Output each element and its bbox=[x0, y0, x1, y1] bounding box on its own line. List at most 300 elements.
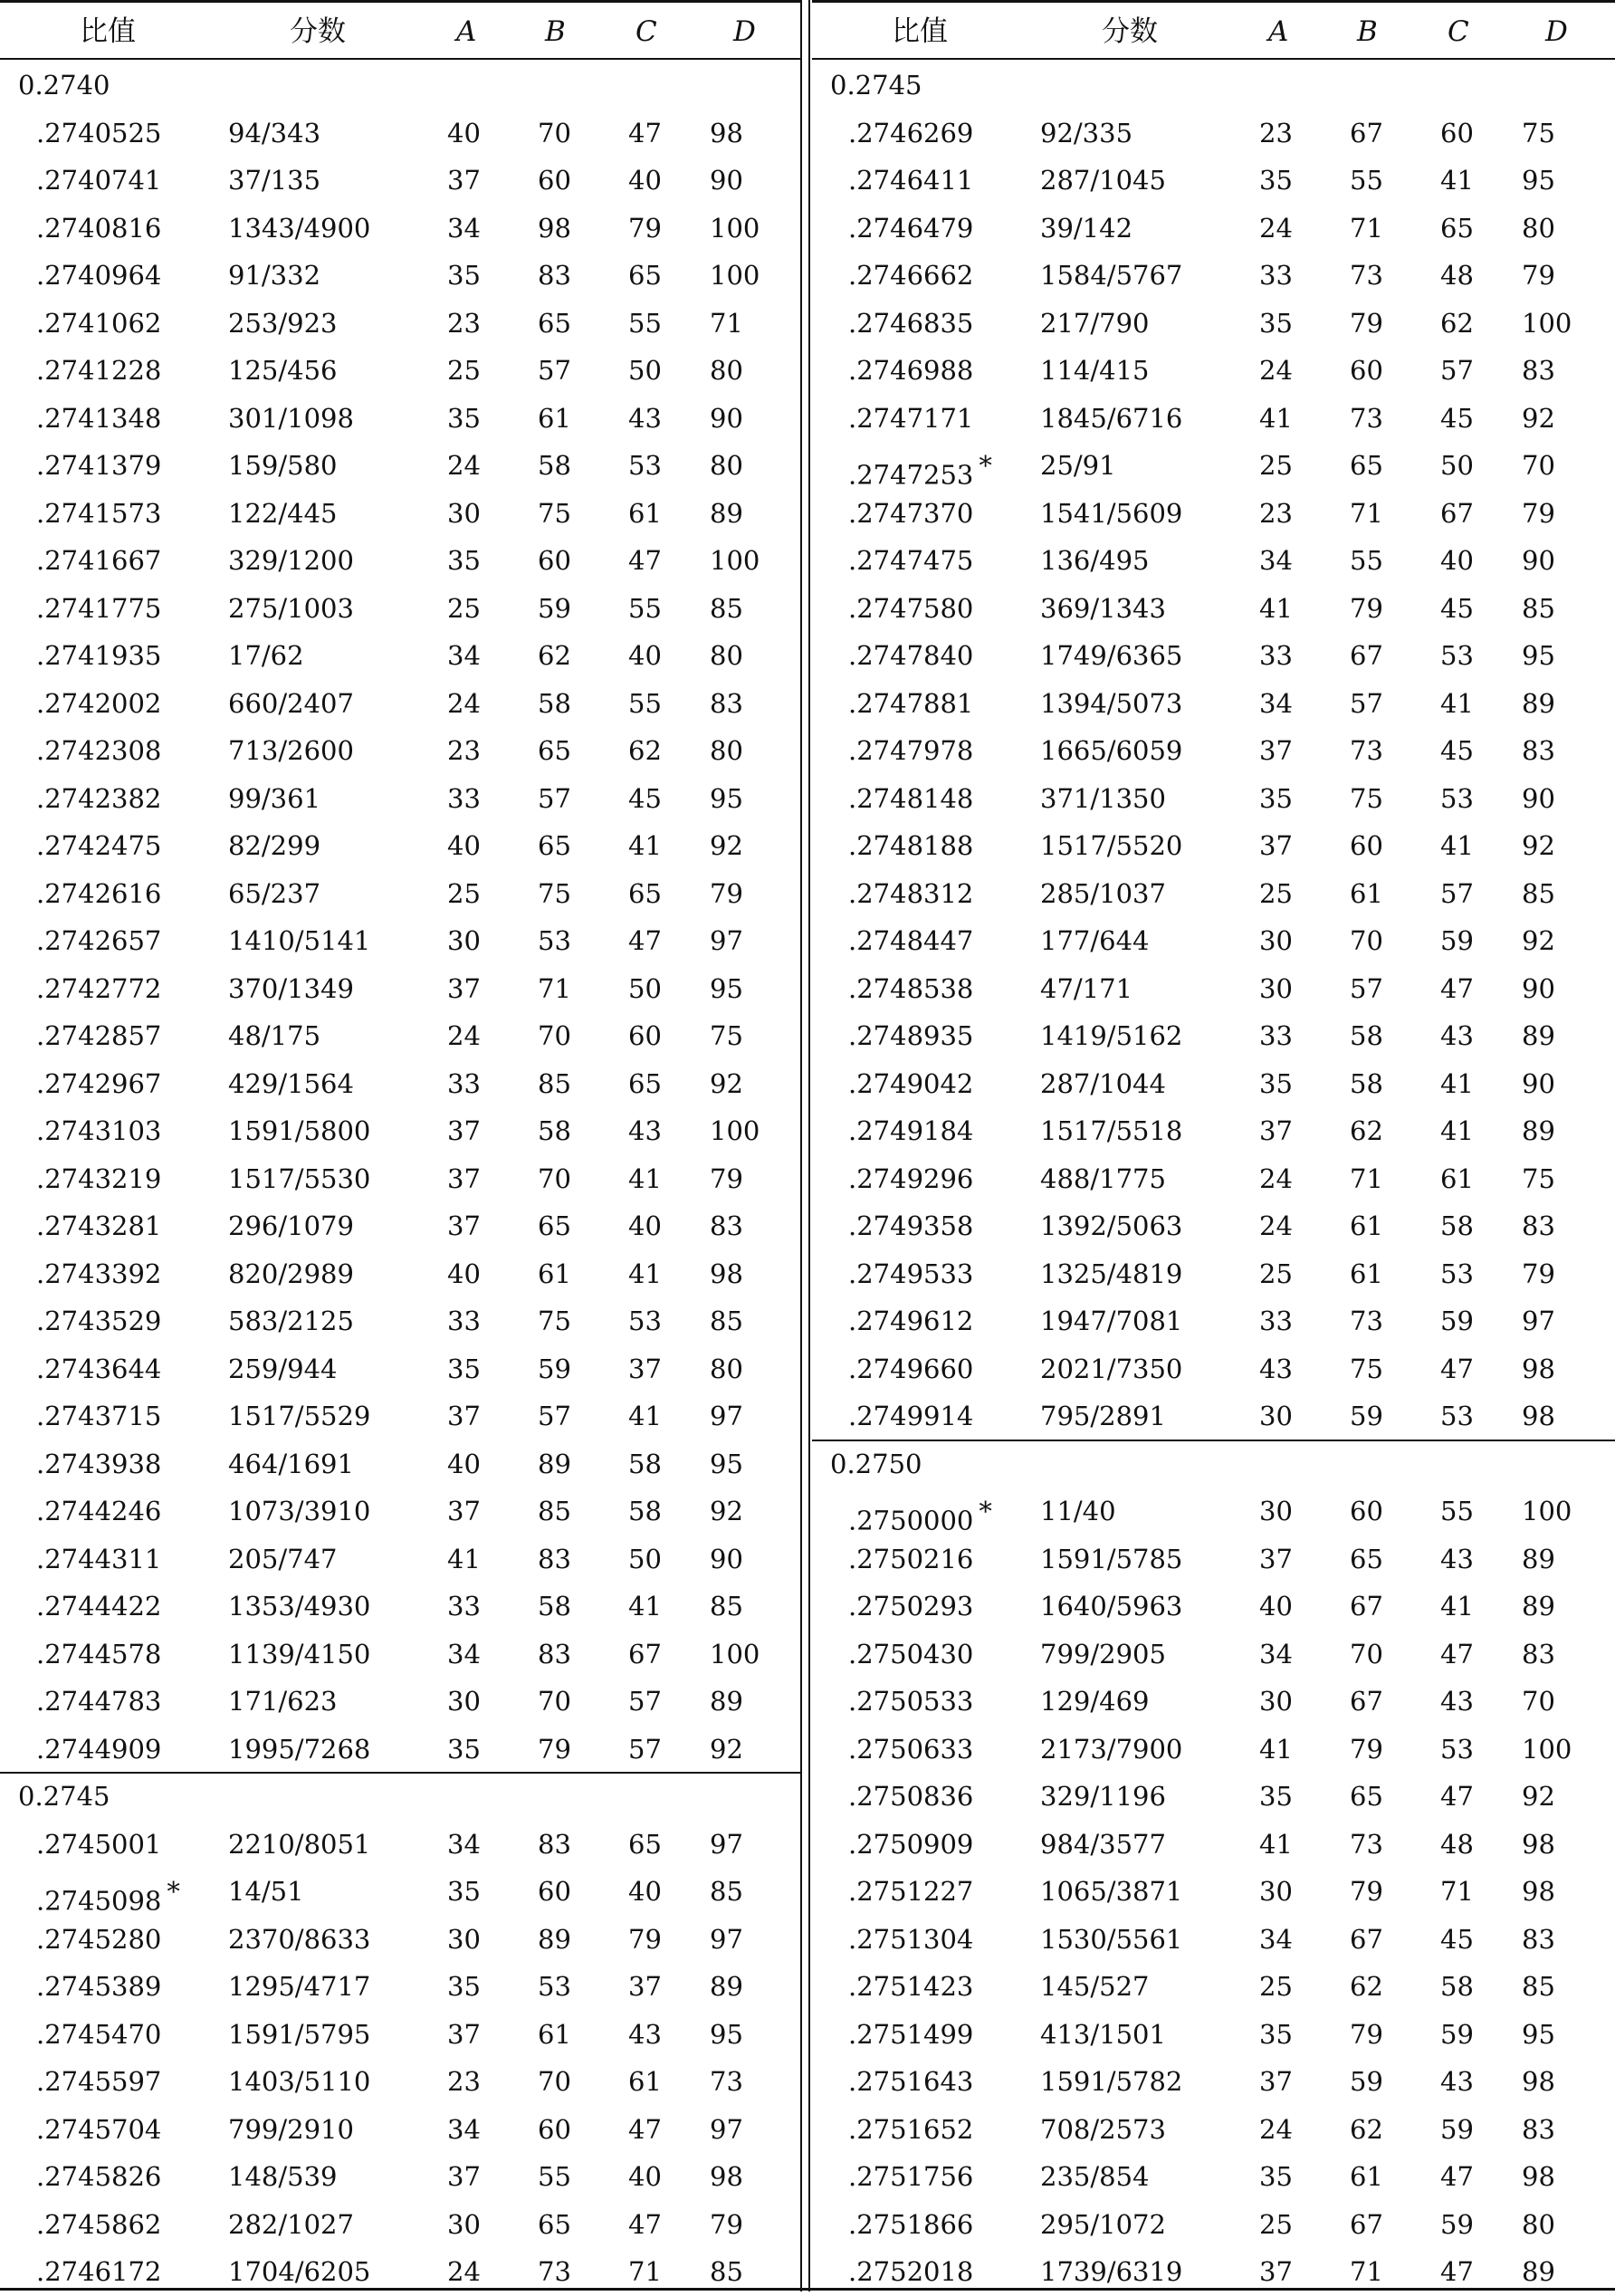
cell-ratio: .2741062 bbox=[36, 307, 162, 339]
cell-fraction: 1517/5529 bbox=[228, 1401, 371, 1431]
cell-d: 90 bbox=[1522, 782, 1555, 814]
cell-ratio: .2742382 bbox=[36, 782, 162, 814]
table-row bbox=[812, 1773, 1615, 1821]
cell-d: 80 bbox=[710, 735, 743, 766]
cell-ratio: .2743219 bbox=[36, 1162, 162, 1194]
cell-b: 89 bbox=[538, 1923, 571, 1955]
cell-d: 80 bbox=[1522, 212, 1555, 244]
cell-a: 35 bbox=[1259, 1067, 1293, 1099]
cell-d: 98 bbox=[1522, 1876, 1555, 1907]
cell-ratio: .2751499 bbox=[848, 2018, 974, 2050]
cell-ratio: .2741379 bbox=[36, 450, 162, 481]
cell-a: 40 bbox=[1259, 1591, 1293, 1622]
cell-d: 85 bbox=[710, 2256, 743, 2287]
cell-ratio: .2747171 bbox=[848, 402, 974, 434]
cell-d: 80 bbox=[710, 450, 743, 481]
cell-c: 58 bbox=[1440, 1210, 1474, 1241]
cell-fraction: 171/623 bbox=[228, 1686, 338, 1717]
cell-d: 98 bbox=[1522, 1401, 1555, 1431]
table-row bbox=[812, 1345, 1615, 1393]
cell-fraction: 1517/5520 bbox=[1040, 830, 1183, 861]
cell-b: 60 bbox=[538, 1876, 571, 1907]
column-divider-outer bbox=[800, 0, 802, 2291]
cell-c: 41 bbox=[628, 830, 662, 861]
cell-b: 57 bbox=[538, 1401, 571, 1431]
cell-d: 98 bbox=[1522, 2066, 1555, 2097]
cell-ratio: .2750216 bbox=[848, 1543, 974, 1574]
cell-b: 67 bbox=[1350, 1686, 1383, 1717]
cell-fraction: 282/1027 bbox=[228, 2208, 354, 2240]
cell-fraction: 48/175 bbox=[228, 1020, 321, 1051]
cell-b: 83 bbox=[538, 1543, 571, 1574]
cell-d: 79 bbox=[710, 2208, 743, 2240]
cell-fraction: 1749/6365 bbox=[1040, 640, 1183, 671]
cell-c: 59 bbox=[1440, 2018, 1474, 2050]
cell-d: 98 bbox=[710, 1258, 743, 1289]
cell-d: 89 bbox=[1522, 2256, 1555, 2287]
header-c: C bbox=[1448, 15, 1469, 48]
cell-b: 79 bbox=[1350, 1733, 1383, 1765]
cell-a: 34 bbox=[447, 2113, 481, 2145]
cell-b: 67 bbox=[1350, 1923, 1383, 1955]
table-row bbox=[812, 395, 1615, 443]
recommended-marker: * bbox=[979, 450, 992, 481]
cell-fraction: 235/854 bbox=[1040, 2161, 1150, 2192]
cell-fraction: 1530/5561 bbox=[1040, 1923, 1183, 1955]
table-row bbox=[812, 775, 1615, 823]
cell-a: 35 bbox=[447, 1353, 481, 1384]
cell-d: 92 bbox=[710, 830, 743, 861]
table-row bbox=[812, 442, 1615, 490]
table-row bbox=[812, 1392, 1615, 1440]
cell-ratio: .2746411 bbox=[848, 165, 974, 196]
cell-a: 40 bbox=[447, 830, 481, 861]
cell-b: 73 bbox=[1350, 260, 1383, 291]
cell-fraction: 799/2905 bbox=[1040, 1638, 1166, 1669]
cell-c: 43 bbox=[1440, 2066, 1474, 2097]
cell-a: 24 bbox=[447, 1020, 481, 1051]
cell-c: 61 bbox=[1440, 1162, 1474, 1194]
cell-fraction: 205/747 bbox=[228, 1543, 338, 1574]
cell-b: 67 bbox=[1350, 2208, 1383, 2240]
cell-d: 89 bbox=[1522, 1543, 1555, 1574]
cell-a: 23 bbox=[447, 2066, 481, 2097]
cell-b: 71 bbox=[538, 972, 571, 1004]
cell-a: 25 bbox=[1259, 2208, 1293, 2240]
cell-a: 30 bbox=[1259, 1686, 1293, 1717]
cell-c: 47 bbox=[1440, 2161, 1474, 2192]
cell-d: 92 bbox=[1522, 830, 1555, 861]
table-row bbox=[812, 1107, 1615, 1155]
cell-ratio: .2748148 bbox=[848, 782, 974, 814]
cell-d: 79 bbox=[1522, 497, 1555, 529]
cell-d: 98 bbox=[710, 117, 743, 148]
table-row bbox=[0, 1916, 800, 1964]
cell-a: 37 bbox=[447, 1115, 481, 1146]
cell-b: 55 bbox=[538, 2161, 571, 2192]
cell-ratio: .2748538 bbox=[848, 972, 974, 1004]
group-label-text: 0.2740 bbox=[18, 70, 110, 100]
cell-ratio: .2744422 bbox=[36, 1591, 162, 1622]
cell-c: 45 bbox=[1440, 1923, 1474, 1955]
header-c: C bbox=[635, 15, 657, 48]
cell-ratio: .2751643 bbox=[848, 2066, 974, 2097]
cell-a: 33 bbox=[1259, 260, 1293, 291]
cell-ratio: .2746835 bbox=[848, 307, 974, 339]
cell-a: 37 bbox=[1259, 1543, 1293, 1574]
cell-d: 89 bbox=[1522, 1591, 1555, 1622]
cell-d: 90 bbox=[1522, 972, 1555, 1004]
cell-a: 24 bbox=[1259, 355, 1293, 386]
group-label bbox=[812, 1440, 1615, 1488]
cell-fraction: 371/1350 bbox=[1040, 782, 1166, 814]
cell-fraction: 1073/3910 bbox=[228, 1496, 371, 1526]
cell-a: 24 bbox=[447, 687, 481, 719]
cell-fraction: 11/40 bbox=[1040, 1496, 1116, 1526]
cell-c: 47 bbox=[1440, 1638, 1474, 1669]
cell-b: 57 bbox=[1350, 972, 1383, 1004]
cell-b: 61 bbox=[1350, 2161, 1383, 2192]
cell-d: 97 bbox=[710, 1401, 743, 1431]
cell-c: 58 bbox=[1440, 1971, 1474, 2002]
table-row bbox=[812, 1488, 1615, 1535]
cell-b: 61 bbox=[538, 402, 571, 434]
cell-ratio: .2740816 bbox=[36, 212, 162, 244]
cell-c: 79 bbox=[628, 212, 662, 244]
table-row bbox=[0, 1345, 800, 1393]
cell-fraction: 1640/5963 bbox=[1040, 1591, 1183, 1622]
cell-a: 35 bbox=[447, 1733, 481, 1765]
header-d: D bbox=[733, 15, 756, 48]
cell-b: 58 bbox=[1350, 1067, 1383, 1099]
cell-a: 24 bbox=[1259, 2113, 1293, 2145]
cell-b: 79 bbox=[1350, 307, 1383, 339]
cell-fraction: 1665/6059 bbox=[1040, 735, 1183, 766]
cell-b: 65 bbox=[538, 1210, 571, 1241]
cell-b: 75 bbox=[538, 1306, 571, 1336]
cell-fraction: 429/1564 bbox=[228, 1067, 354, 1099]
table-row bbox=[812, 1155, 1615, 1203]
table-row bbox=[0, 1012, 800, 1060]
cell-ratio: .2752018 bbox=[848, 2256, 974, 2287]
cell-fraction: 820/2989 bbox=[228, 1258, 354, 1289]
cell-ratio: .2741348 bbox=[36, 402, 162, 434]
cell-ratio: .2751652 bbox=[848, 2113, 974, 2145]
cell-fraction: 2173/7900 bbox=[1040, 1733, 1183, 1765]
table-row bbox=[0, 2106, 800, 2154]
cell-a: 35 bbox=[447, 545, 481, 576]
group-label-text: 0.2745 bbox=[18, 1781, 110, 1812]
cell-a: 33 bbox=[447, 782, 481, 814]
table-row bbox=[0, 442, 800, 490]
cell-ratio: .2746988 bbox=[848, 355, 974, 386]
cell-b: 59 bbox=[1350, 2066, 1383, 2097]
table-row bbox=[0, 2201, 800, 2249]
cell-b: 65 bbox=[1350, 450, 1383, 481]
cell-ratio: .2743103 bbox=[36, 1115, 162, 1146]
cell-ratio: .2751423 bbox=[848, 1971, 974, 2002]
table-row bbox=[0, 1678, 800, 1726]
cell-fraction: 799/2910 bbox=[228, 2113, 354, 2145]
cell-a: 30 bbox=[1259, 972, 1293, 1004]
cell-c: 65 bbox=[628, 260, 662, 291]
group-label bbox=[812, 62, 1615, 110]
cell-b: 67 bbox=[1350, 117, 1383, 148]
cell-a: 30 bbox=[1259, 1876, 1293, 1907]
cell-b: 70 bbox=[538, 1162, 571, 1194]
cell-d: 98 bbox=[1522, 2161, 1555, 2192]
cell-d: 90 bbox=[710, 402, 743, 434]
cell-b: 71 bbox=[1350, 212, 1383, 244]
cell-b: 65 bbox=[538, 830, 571, 861]
cell-c: 59 bbox=[1440, 925, 1474, 956]
cell-d: 95 bbox=[710, 2018, 743, 2050]
cell-fraction: 2210/8051 bbox=[228, 1828, 371, 1860]
cell-b: 71 bbox=[1350, 2256, 1383, 2287]
cell-a: 37 bbox=[447, 1162, 481, 1194]
cell-fraction: 122/445 bbox=[228, 497, 338, 529]
cell-c: 50 bbox=[628, 1543, 662, 1574]
cell-d: 98 bbox=[710, 2161, 743, 2192]
table-row bbox=[812, 157, 1615, 205]
table-row bbox=[0, 680, 800, 728]
cell-fraction: 296/1079 bbox=[228, 1210, 354, 1241]
table-row bbox=[0, 110, 800, 158]
cell-d: 85 bbox=[1522, 877, 1555, 909]
cell-b: 79 bbox=[1350, 2018, 1383, 2050]
cell-a: 34 bbox=[447, 640, 481, 671]
cell-c: 67 bbox=[1440, 497, 1474, 529]
cell-ratio: .2745862 bbox=[36, 2208, 162, 2240]
cell-ratio: .2747580 bbox=[848, 592, 974, 624]
table-row bbox=[0, 1726, 800, 1774]
cell-d: 89 bbox=[710, 497, 743, 529]
cell-c: 61 bbox=[628, 2066, 662, 2097]
cell-a: 40 bbox=[447, 1448, 481, 1479]
cell-fraction: 488/1775 bbox=[1040, 1162, 1166, 1194]
cell-fraction: 47/171 bbox=[1040, 972, 1133, 1004]
cell-a: 25 bbox=[1259, 877, 1293, 909]
cell-d: 89 bbox=[710, 1686, 743, 1717]
cell-d: 79 bbox=[710, 877, 743, 909]
cell-a: 33 bbox=[447, 1306, 481, 1336]
cell-ratio: .2742616 bbox=[36, 877, 162, 909]
cell-fraction: 125/456 bbox=[228, 355, 338, 386]
cell-c: 37 bbox=[628, 1353, 662, 1384]
cell-c: 47 bbox=[1440, 1353, 1474, 1384]
cell-a: 24 bbox=[447, 2256, 481, 2287]
table-row bbox=[0, 205, 800, 253]
table-row bbox=[0, 157, 800, 205]
cell-b: 65 bbox=[538, 307, 571, 339]
cell-ratio: .2744783 bbox=[36, 1686, 162, 1717]
cell-d: 79 bbox=[1522, 260, 1555, 291]
cell-c: 45 bbox=[628, 782, 662, 814]
cell-d: 75 bbox=[1522, 1162, 1555, 1194]
cell-fraction: 14/51 bbox=[228, 1876, 304, 1907]
table-row bbox=[0, 632, 800, 680]
cell-b: 73 bbox=[1350, 1828, 1383, 1860]
cell-ratio: .2749914 bbox=[848, 1401, 974, 1431]
cell-ratio: .2747370 bbox=[848, 497, 974, 529]
cell-a: 30 bbox=[447, 497, 481, 529]
cell-fraction: 984/3577 bbox=[1040, 1828, 1166, 1860]
cell-c: 59 bbox=[1440, 1306, 1474, 1336]
cell-d: 80 bbox=[710, 355, 743, 386]
cell-b: 71 bbox=[1350, 497, 1383, 529]
cell-b: 55 bbox=[1350, 545, 1383, 576]
table-row bbox=[0, 2011, 800, 2059]
cell-d: 83 bbox=[1522, 1638, 1555, 1669]
cell-fraction: 1947/7081 bbox=[1040, 1306, 1183, 1336]
cell-b: 79 bbox=[1350, 592, 1383, 624]
header-b: B bbox=[1357, 15, 1378, 48]
table-row bbox=[812, 727, 1615, 775]
cell-ratio: .2750000 * bbox=[848, 1496, 992, 1536]
cell-c: 43 bbox=[628, 402, 662, 434]
cell-c: 41 bbox=[1440, 1591, 1474, 1622]
cell-d: 83 bbox=[1522, 1210, 1555, 1241]
cell-a: 33 bbox=[1259, 1306, 1293, 1336]
table-row bbox=[812, 632, 1615, 680]
cell-fraction: 217/790 bbox=[1040, 307, 1150, 339]
table-row bbox=[0, 300, 800, 348]
cell-fraction: 795/2891 bbox=[1040, 1401, 1166, 1431]
cell-ratio: .2741935 bbox=[36, 640, 162, 671]
table-row bbox=[0, 1535, 800, 1583]
cell-c: 53 bbox=[1440, 1733, 1474, 1765]
cell-b: 79 bbox=[1350, 1876, 1383, 1907]
cell-fraction: 1325/4819 bbox=[1040, 1258, 1183, 1289]
cell-d: 95 bbox=[1522, 165, 1555, 196]
cell-d: 89 bbox=[710, 1971, 743, 2002]
cell-d: 85 bbox=[710, 1876, 743, 1907]
cell-ratio: .2747978 bbox=[848, 735, 974, 766]
cell-a: 41 bbox=[447, 1543, 481, 1574]
cell-d: 92 bbox=[1522, 1781, 1555, 1812]
table-row bbox=[812, 1726, 1615, 1774]
table-row bbox=[812, 1297, 1615, 1345]
cell-d: 97 bbox=[1522, 1306, 1555, 1336]
table-row bbox=[812, 300, 1615, 348]
cell-a: 30 bbox=[1259, 1496, 1293, 1526]
cell-c: 41 bbox=[1440, 165, 1474, 196]
cell-ratio: .2748188 bbox=[848, 830, 974, 861]
cell-ratio: .2741228 bbox=[36, 355, 162, 386]
cell-c: 60 bbox=[628, 1020, 662, 1051]
cell-d: 100 bbox=[710, 260, 760, 291]
cell-fraction: 37/135 bbox=[228, 165, 321, 196]
cell-ratio: .2744909 bbox=[36, 1733, 162, 1765]
table-header bbox=[812, 0, 1615, 60]
cell-c: 58 bbox=[628, 1496, 662, 1526]
cell-b: 60 bbox=[538, 165, 571, 196]
table-row bbox=[812, 1583, 1615, 1631]
cell-b: 61 bbox=[538, 1258, 571, 1289]
cell-d: 100 bbox=[710, 1115, 760, 1146]
cell-ratio: .2740964 bbox=[36, 260, 162, 291]
cell-ratio: .2750633 bbox=[848, 1733, 974, 1765]
cell-fraction: 1591/5795 bbox=[228, 2018, 371, 2050]
cell-fraction: 287/1044 bbox=[1040, 1067, 1166, 1099]
cell-b: 75 bbox=[1350, 782, 1383, 814]
cell-d: 100 bbox=[710, 545, 760, 576]
cell-c: 41 bbox=[1440, 830, 1474, 861]
table-row bbox=[812, 1868, 1615, 1916]
cell-c: 40 bbox=[1440, 545, 1474, 576]
cell-fraction: 114/415 bbox=[1040, 355, 1150, 386]
cell-a: 43 bbox=[1259, 1353, 1293, 1384]
cell-b: 58 bbox=[1350, 1020, 1383, 1051]
cell-b: 70 bbox=[1350, 925, 1383, 956]
cell-fraction: 136/495 bbox=[1040, 545, 1150, 576]
cell-ratio: .2741775 bbox=[36, 592, 162, 624]
cell-d: 85 bbox=[710, 1591, 743, 1622]
cell-b: 62 bbox=[1350, 1115, 1383, 1146]
recommended-marker: * bbox=[167, 1876, 180, 1907]
cell-d: 75 bbox=[1522, 117, 1555, 148]
cell-c: 40 bbox=[628, 640, 662, 671]
cell-c: 65 bbox=[628, 877, 662, 909]
cell-c: 55 bbox=[628, 592, 662, 624]
cell-ratio: .2742002 bbox=[36, 687, 162, 719]
cell-ratio: .2746269 bbox=[848, 117, 974, 148]
cell-ratio: .2745001 bbox=[36, 1828, 162, 1860]
table-row bbox=[812, 1678, 1615, 1726]
cell-ratio: .2749184 bbox=[848, 1115, 974, 1146]
cell-ratio: .2741573 bbox=[36, 497, 162, 529]
cell-b: 61 bbox=[1350, 1258, 1383, 1289]
cell-c: 71 bbox=[1440, 1876, 1474, 1907]
cell-ratio: .2747475 bbox=[848, 545, 974, 576]
table-row bbox=[812, 1535, 1615, 1583]
cell-ratio: .2747253 * bbox=[848, 450, 992, 491]
cell-d: 90 bbox=[1522, 1067, 1555, 1099]
cell-a: 25 bbox=[447, 355, 481, 386]
cell-a: 41 bbox=[1259, 592, 1293, 624]
cell-c: 41 bbox=[628, 1162, 662, 1194]
cell-ratio: .2742657 bbox=[36, 925, 162, 956]
cell-c: 65 bbox=[628, 1067, 662, 1099]
cell-c: 47 bbox=[628, 925, 662, 956]
cell-ratio: .2745098 * bbox=[36, 1876, 180, 1917]
cell-b: 75 bbox=[1350, 1353, 1383, 1384]
cell-a: 33 bbox=[447, 1591, 481, 1622]
cell-c: 50 bbox=[628, 972, 662, 1004]
cell-a: 34 bbox=[1259, 687, 1293, 719]
cell-b: 73 bbox=[1350, 735, 1383, 766]
cell-b: 79 bbox=[538, 1733, 571, 1765]
cell-d: 90 bbox=[1522, 545, 1555, 576]
cell-b: 83 bbox=[538, 1638, 571, 1669]
cell-fraction: 1139/4150 bbox=[228, 1638, 371, 1669]
cell-fraction: 370/1349 bbox=[228, 972, 354, 1004]
cell-b: 59 bbox=[538, 592, 571, 624]
cell-fraction: 148/539 bbox=[228, 2161, 338, 2192]
cell-fraction: 1403/5110 bbox=[228, 2066, 371, 2097]
cell-c: 53 bbox=[1440, 1401, 1474, 1431]
cell-fraction: 1845/6716 bbox=[1040, 402, 1183, 434]
table-row bbox=[812, 680, 1615, 728]
cell-ratio: .2742857 bbox=[36, 1020, 162, 1051]
cell-ratio: .2745470 bbox=[36, 2018, 162, 2050]
cell-b: 53 bbox=[538, 925, 571, 956]
cell-a: 37 bbox=[1259, 735, 1293, 766]
cell-c: 53 bbox=[1440, 1258, 1474, 1289]
cell-d: 100 bbox=[1522, 1733, 1572, 1765]
table-row bbox=[812, 917, 1615, 965]
cell-d: 90 bbox=[710, 1543, 743, 1574]
